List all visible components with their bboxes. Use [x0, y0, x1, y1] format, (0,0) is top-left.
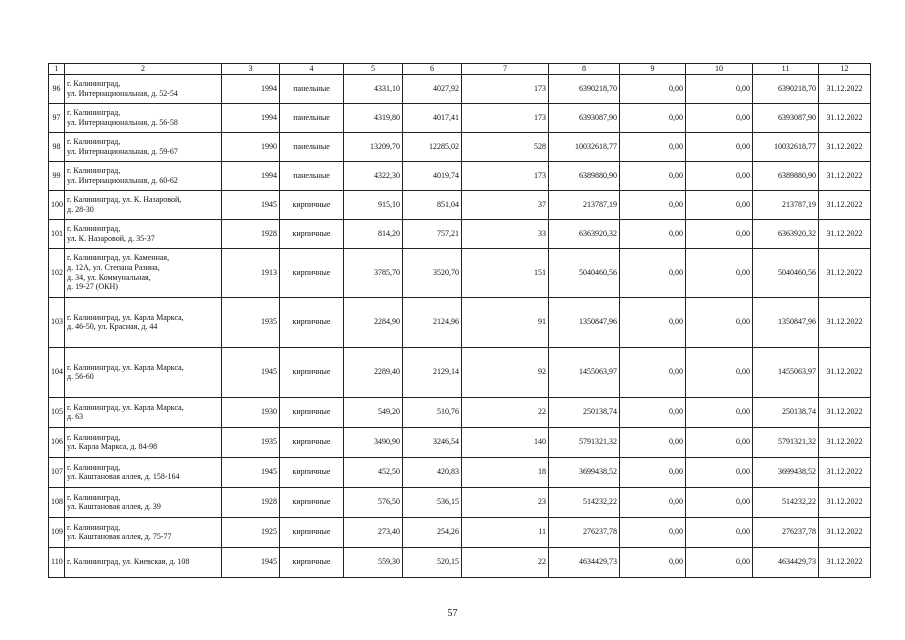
- address-line: г. Калининград,: [67, 432, 121, 442]
- address-line: ул. К. Назаровой, д. 35-37: [67, 233, 155, 243]
- header-cell: 2: [65, 64, 222, 75]
- year-cell: 1994: [222, 74, 280, 103]
- cost-total-cell: 276237,78: [549, 517, 620, 547]
- table-row: [49, 103, 871, 132]
- row-number-cell: 100: [49, 190, 65, 219]
- address-line: д. 12А, ул. Степана Разина,: [67, 263, 160, 272]
- total-area-cell: 2284,90: [344, 297, 403, 347]
- cost-total-cell: 6363920,32: [549, 219, 620, 248]
- total-area-cell: 559,30: [344, 547, 403, 577]
- value-cell: 0,00: [686, 427, 753, 457]
- value-cell: 0,00: [686, 457, 753, 487]
- address-line: г. Калининград, ул. Киевская, д. 108: [67, 557, 190, 567]
- address-line: ул. Интернациональная, д. 56-58: [67, 117, 178, 127]
- value-cell: 0,00: [620, 103, 686, 132]
- address-cell: [65, 161, 222, 190]
- wall-material-cell: кирпичные: [280, 248, 344, 297]
- address-line: г. Калининград,: [67, 137, 121, 146]
- value-cell: 276237,78: [753, 517, 819, 547]
- value-cell: 0,00: [620, 297, 686, 347]
- cost-total-cell: 10032618,77: [549, 132, 620, 161]
- wall-material-cell: кирпичные: [280, 347, 344, 397]
- address-line: г. Калининград,: [67, 492, 121, 502]
- address-line: г. Калининград,: [67, 522, 121, 532]
- residents-cell: 37: [462, 190, 549, 219]
- address-cell: [65, 427, 222, 457]
- value-cell: 0,00: [620, 547, 686, 577]
- row-number-cell: 107: [49, 457, 65, 487]
- page-number: 57: [447, 608, 458, 619]
- address-line: ул. Каштановая аллея, д. 158-164: [67, 472, 180, 482]
- value-cell: 0,00: [620, 248, 686, 297]
- year-cell: 1945: [222, 347, 280, 397]
- address-cell: [65, 103, 222, 132]
- address-line: г. Калининград, ул. Карла Маркса,: [67, 312, 184, 322]
- cost-total-cell: 4634429,73: [549, 547, 620, 577]
- date-cell: 31.12.2022: [819, 347, 871, 397]
- date-cell: 31.12.2022: [819, 487, 871, 517]
- value-cell: 0,00: [686, 219, 753, 248]
- address-cell: [65, 517, 222, 547]
- year-cell: 1945: [222, 457, 280, 487]
- living-area-cell: 12285,02: [403, 132, 462, 161]
- wall-material-cell: кирпичные: [280, 487, 344, 517]
- cost-total-cell: 6389880,90: [549, 161, 620, 190]
- year-cell: 1994: [222, 103, 280, 132]
- year-cell: 1945: [222, 190, 280, 219]
- row-number-cell: 98: [49, 132, 65, 161]
- living-area-cell: 4017,41: [403, 103, 462, 132]
- address-cell: [65, 487, 222, 517]
- cost-total-cell: 213787,19: [549, 190, 620, 219]
- table-row: [49, 74, 871, 103]
- value-cell: 0,00: [620, 132, 686, 161]
- wall-material-cell: кирпичные: [280, 547, 344, 577]
- housing-registry-table: [48, 63, 871, 578]
- living-area-cell: 3246,54: [403, 427, 462, 457]
- wall-material-cell: панельные: [280, 132, 344, 161]
- header-cell: 4: [280, 64, 344, 75]
- living-area-cell: 510,76: [403, 397, 462, 427]
- address-line: г. Калининград, ул. Карла Маркса,: [67, 362, 184, 372]
- table-row: [49, 427, 871, 457]
- cost-total-cell: 5040460,56: [549, 248, 620, 297]
- year-cell: 1935: [222, 427, 280, 457]
- address-cell: [65, 347, 222, 397]
- header-cell: 9: [620, 64, 686, 75]
- living-area-cell: 3520,70: [403, 248, 462, 297]
- table-body: [49, 74, 871, 577]
- value-cell: 6363920,32: [753, 219, 819, 248]
- row-number-cell: 97: [49, 103, 65, 132]
- header-cell: 3: [222, 64, 280, 75]
- residents-cell: 528: [462, 132, 549, 161]
- year-cell: 1930: [222, 397, 280, 427]
- cost-total-cell: 5791321,32: [549, 427, 620, 457]
- value-cell: 6393087,90: [753, 103, 819, 132]
- living-area-cell: 4019,74: [403, 161, 462, 190]
- date-cell: 31.12.2022: [819, 248, 871, 297]
- wall-material-cell: кирпичные: [280, 397, 344, 427]
- total-area-cell: 915,10: [344, 190, 403, 219]
- row-number-cell: 106: [49, 427, 65, 457]
- total-area-cell: 4331,10: [344, 74, 403, 103]
- address-line: г. Калининград,: [67, 224, 121, 233]
- cost-total-cell: 6393087,90: [549, 103, 620, 132]
- date-cell: 31.12.2022: [819, 427, 871, 457]
- address-line: г. Калининград,: [67, 79, 121, 88]
- table-row: [49, 517, 871, 547]
- header-cell: 12: [819, 64, 871, 75]
- year-cell: 1994: [222, 161, 280, 190]
- total-area-cell: 814,20: [344, 219, 403, 248]
- value-cell: 0,00: [686, 297, 753, 347]
- cost-total-cell: 3699438,52: [549, 457, 620, 487]
- date-cell: 31.12.2022: [819, 161, 871, 190]
- value-cell: 0,00: [620, 397, 686, 427]
- table-row: [49, 297, 871, 347]
- date-cell: 31.12.2022: [819, 190, 871, 219]
- total-area-cell: 273,40: [344, 517, 403, 547]
- header-cell: 1: [49, 64, 65, 75]
- living-area-cell: 536,15: [403, 487, 462, 517]
- value-cell: 0,00: [620, 161, 686, 190]
- value-cell: 0,00: [686, 161, 753, 190]
- date-cell: 31.12.2022: [819, 297, 871, 347]
- address-cell: [65, 248, 222, 297]
- residents-cell: 22: [462, 547, 549, 577]
- table-row: [49, 161, 871, 190]
- value-cell: 0,00: [620, 487, 686, 517]
- total-area-cell: 549,20: [344, 397, 403, 427]
- residents-cell: 173: [462, 161, 549, 190]
- total-area-cell: 4319,80: [344, 103, 403, 132]
- address-line: г. Калининград, ул. Каменная,: [67, 253, 170, 263]
- living-area-cell: 2124,96: [403, 297, 462, 347]
- address-line: д. 34, ул. Коммунальная,: [67, 272, 151, 282]
- living-area-cell: 520,15: [403, 547, 462, 577]
- year-cell: 1925: [222, 517, 280, 547]
- address-line: ул. Карла Маркса, д. 84-98: [67, 442, 158, 452]
- date-cell: 31.12.2022: [819, 219, 871, 248]
- value-cell: 0,00: [686, 397, 753, 427]
- residents-cell: 140: [462, 427, 549, 457]
- value-cell: 0,00: [686, 190, 753, 219]
- living-area-cell: 4027,92: [403, 74, 462, 103]
- total-area-cell: 452,50: [344, 457, 403, 487]
- date-cell: 31.12.2022: [819, 132, 871, 161]
- table-row: [49, 547, 871, 577]
- residents-cell: 92: [462, 347, 549, 397]
- living-area-cell: 254,26: [403, 517, 462, 547]
- address-line: г. Калининград, ул. К. Назаровой,: [67, 195, 182, 204]
- residents-cell: 33: [462, 219, 549, 248]
- cost-total-cell: 1455063,97: [549, 347, 620, 397]
- year-cell: 1990: [222, 132, 280, 161]
- header-cell: 10: [686, 64, 753, 75]
- cost-total-cell: 250138,74: [549, 397, 620, 427]
- address-line: д. 63: [67, 412, 84, 422]
- value-cell: 514232,22: [753, 487, 819, 517]
- value-cell: 250138,74: [753, 397, 819, 427]
- wall-material-cell: кирпичные: [280, 219, 344, 248]
- wall-material-cell: панельные: [280, 74, 344, 103]
- address-cell: [65, 397, 222, 427]
- value-cell: 0,00: [686, 74, 753, 103]
- value-cell: 0,00: [686, 248, 753, 297]
- table-row: [49, 248, 871, 297]
- value-cell: 0,00: [686, 347, 753, 397]
- table-row: [49, 487, 871, 517]
- row-number-cell: 104: [49, 347, 65, 397]
- value-cell: 0,00: [620, 347, 686, 397]
- residents-cell: 11: [462, 517, 549, 547]
- row-number-cell: 108: [49, 487, 65, 517]
- row-number-cell: 109: [49, 517, 65, 547]
- date-cell: 31.12.2022: [819, 547, 871, 577]
- table-row: [49, 457, 871, 487]
- address-line: ул. Интернациональная, д. 52-54: [67, 88, 178, 98]
- wall-material-cell: кирпичные: [280, 457, 344, 487]
- value-cell: 6389880,90: [753, 161, 819, 190]
- table-row: [49, 219, 871, 248]
- total-area-cell: 3785,70: [344, 248, 403, 297]
- residents-cell: 23: [462, 487, 549, 517]
- value-cell: 0,00: [620, 190, 686, 219]
- value-cell: 5791321,32: [753, 427, 819, 457]
- table-row: [49, 132, 871, 161]
- value-cell: 0,00: [686, 487, 753, 517]
- address-line: г. Калининград,: [67, 108, 121, 117]
- living-area-cell: 757,21: [403, 219, 462, 248]
- year-cell: 1935: [222, 297, 280, 347]
- living-area-cell: 851,04: [403, 190, 462, 219]
- wall-material-cell: кирпичные: [280, 427, 344, 457]
- total-area-cell: 2289,40: [344, 347, 403, 397]
- row-number-cell: 103: [49, 297, 65, 347]
- header-cell: 7: [462, 64, 549, 75]
- value-cell: 1350847,96: [753, 297, 819, 347]
- value-cell: 4634429,73: [753, 547, 819, 577]
- year-cell: 1928: [222, 487, 280, 517]
- residents-cell: 173: [462, 74, 549, 103]
- year-cell: 1928: [222, 219, 280, 248]
- value-cell: 0,00: [686, 103, 753, 132]
- value-cell: 213787,19: [753, 190, 819, 219]
- cost-total-cell: 1350847,96: [549, 297, 620, 347]
- row-number-cell: 105: [49, 397, 65, 427]
- residents-cell: 151: [462, 248, 549, 297]
- total-area-cell: 3490,90: [344, 427, 403, 457]
- address-cell: [65, 457, 222, 487]
- column-number-header: [49, 64, 871, 75]
- value-cell: 0,00: [620, 74, 686, 103]
- row-number-cell: 96: [49, 74, 65, 103]
- wall-material-cell: панельные: [280, 103, 344, 132]
- row-number-cell: 99: [49, 161, 65, 190]
- address-line: г. Калининград,: [67, 462, 121, 472]
- header-cell: 6: [403, 64, 462, 75]
- value-cell: 0,00: [620, 517, 686, 547]
- address-line: ул. Интернациональная, д. 59-67: [67, 146, 178, 156]
- address-line: ул. Каштановая аллея, д. 75-77: [67, 532, 172, 542]
- value-cell: 5040460,56: [753, 248, 819, 297]
- table-row: [49, 347, 871, 397]
- address-cell: [65, 547, 222, 577]
- wall-material-cell: кирпичные: [280, 297, 344, 347]
- value-cell: 0,00: [620, 457, 686, 487]
- value-cell: 0,00: [620, 219, 686, 248]
- year-cell: 1913: [222, 248, 280, 297]
- value-cell: 6390218,70: [753, 74, 819, 103]
- address-line: ул. Каштановая аллея, д. 39: [67, 502, 161, 512]
- total-area-cell: 13209,70: [344, 132, 403, 161]
- value-cell: 0,00: [686, 132, 753, 161]
- address-line: д. 46-50, ул. Красная, д. 44: [67, 322, 158, 332]
- date-cell: 31.12.2022: [819, 517, 871, 547]
- address-line: г. Калининград,: [67, 166, 121, 175]
- row-number-cell: 110: [49, 547, 65, 577]
- row-number-cell: 101: [49, 219, 65, 248]
- total-area-cell: 4322,30: [344, 161, 403, 190]
- address-line: ул. Интернациональная, д. 60-62: [67, 175, 178, 185]
- header-cell: 11: [753, 64, 819, 75]
- year-cell: 1945: [222, 547, 280, 577]
- residents-cell: 22: [462, 397, 549, 427]
- address-cell: [65, 132, 222, 161]
- address-line: г. Калининград, ул. Карла Маркса,: [67, 402, 184, 412]
- value-cell: 10032618,77: [753, 132, 819, 161]
- wall-material-cell: кирпичные: [280, 190, 344, 219]
- wall-material-cell: кирпичные: [280, 517, 344, 547]
- date-cell: 31.12.2022: [819, 103, 871, 132]
- residents-cell: 18: [462, 457, 549, 487]
- value-cell: 0,00: [686, 547, 753, 577]
- cost-total-cell: 514232,22: [549, 487, 620, 517]
- total-area-cell: 576,50: [344, 487, 403, 517]
- value-cell: 1455063,97: [753, 347, 819, 397]
- value-cell: 0,00: [686, 517, 753, 547]
- residents-cell: 173: [462, 103, 549, 132]
- address-cell: [65, 190, 222, 219]
- row-number-cell: 102: [49, 248, 65, 297]
- address-line: д. 19-27 (ОКН): [67, 282, 118, 292]
- table-row: [49, 397, 871, 427]
- header-cell: 5: [344, 64, 403, 75]
- value-cell: 3699438,52: [753, 457, 819, 487]
- header-cell: 8: [549, 64, 620, 75]
- living-area-cell: 2129,14: [403, 347, 462, 397]
- wall-material-cell: панельные: [280, 161, 344, 190]
- table-row: [49, 190, 871, 219]
- date-cell: 31.12.2022: [819, 397, 871, 427]
- residents-cell: 91: [462, 297, 549, 347]
- address-cell: [65, 219, 222, 248]
- living-area-cell: 420,83: [403, 457, 462, 487]
- address-cell: [65, 297, 222, 347]
- date-cell: 31.12.2022: [819, 74, 871, 103]
- address-cell: [65, 74, 222, 103]
- value-cell: 0,00: [620, 427, 686, 457]
- address-line: д. 28-30: [67, 204, 94, 214]
- date-cell: 31.12.2022: [819, 457, 871, 487]
- address-line: д. 56-60: [67, 372, 94, 382]
- cost-total-cell: 6390218,70: [549, 74, 620, 103]
